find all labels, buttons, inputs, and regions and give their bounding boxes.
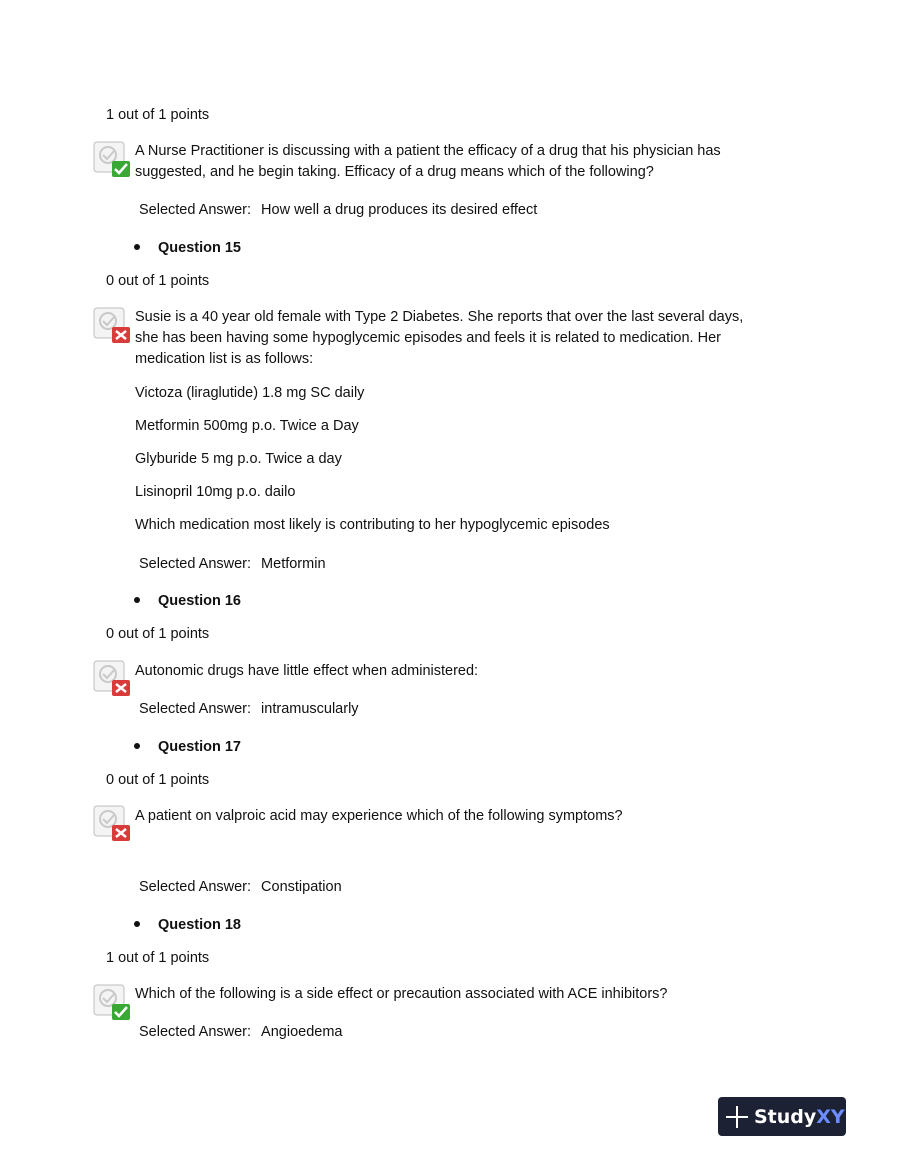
points-text: 0 out of 1 points xyxy=(106,626,210,642)
selected-answer xyxy=(139,556,326,572)
incorrect-icon xyxy=(93,307,133,345)
answer-label: Selected Answer: xyxy=(139,202,252,218)
answer-value: Metformin xyxy=(261,556,326,572)
correct-icon xyxy=(93,984,133,1022)
answer-label: Selected Answer: xyxy=(139,1024,252,1040)
answer-label: Selected Answer: xyxy=(139,879,252,895)
bullet-icon xyxy=(134,743,140,749)
correct-icon xyxy=(93,141,133,179)
question-heading: Question 17 xyxy=(134,739,241,755)
question-text: A patient on valproic acid may experience which of the following symptoms? xyxy=(135,808,623,824)
bullet-icon xyxy=(134,597,140,603)
points-text: 1 out of 1 points xyxy=(106,950,210,966)
med-item: Victoza (liraglutide) 1.8 mg SC daily xyxy=(135,385,365,401)
question-text: A Nurse Practitioner is discussing with a patient the efficacy of a drug that his physician has suggested, and he begin taking. Efficacy of a drug means which of the following? xyxy=(135,143,721,180)
answer-label: Selected Answer: xyxy=(139,556,252,572)
incorrect-icon xyxy=(93,660,133,698)
question-text: Autonomic drugs have little effect when administered: xyxy=(135,663,479,679)
answer-label: Selected Answer: xyxy=(139,701,252,717)
question-heading: Question 18 xyxy=(134,917,241,933)
med-item: Lisinopril 10mg p.o. dailo xyxy=(135,484,296,500)
med-item: Glyburide 5 mg p.o. Twice a day xyxy=(135,451,342,467)
selected-answer xyxy=(139,701,359,717)
bullet-icon xyxy=(134,921,140,927)
selected-answer xyxy=(139,879,342,895)
studyxy-logo xyxy=(718,1097,846,1136)
answer-value: intramuscularly xyxy=(261,701,359,717)
med-item: Metformin 500mg p.o. Twice a Day xyxy=(135,418,359,434)
question-text: Which of the following is a side effect or precaution associated with ACE inhibitors? xyxy=(135,986,668,1002)
answer-value: Angioedema xyxy=(261,1024,343,1040)
answer-value: Constipation xyxy=(261,879,342,895)
logo-text: StudyXY xyxy=(754,1105,845,1128)
question-heading: Question 15 xyxy=(134,240,241,256)
points-text: 0 out of 1 points xyxy=(106,772,210,788)
question-heading: Question 16 xyxy=(134,593,241,609)
question-text: Susie is a 40 year old female with Type 2 Diabetes. She reports that over the last several days, she has been having some hypoglycemic episodes and feels it is related to medication. Her medication list is as follows: xyxy=(135,309,744,367)
bullet-icon xyxy=(134,244,140,250)
points-text: 0 out of 1 points xyxy=(106,273,210,289)
selected-answer xyxy=(139,202,537,218)
question-followup: Which medication most likely is contributing to her hypoglycemic episodes xyxy=(135,517,610,533)
selected-answer xyxy=(139,1024,342,1040)
incorrect-icon xyxy=(93,805,133,843)
points-text: 1 out of 1 points xyxy=(106,107,210,123)
answer-value: How well a drug produces its desired effect xyxy=(261,202,538,218)
plus-icon xyxy=(726,1106,748,1128)
